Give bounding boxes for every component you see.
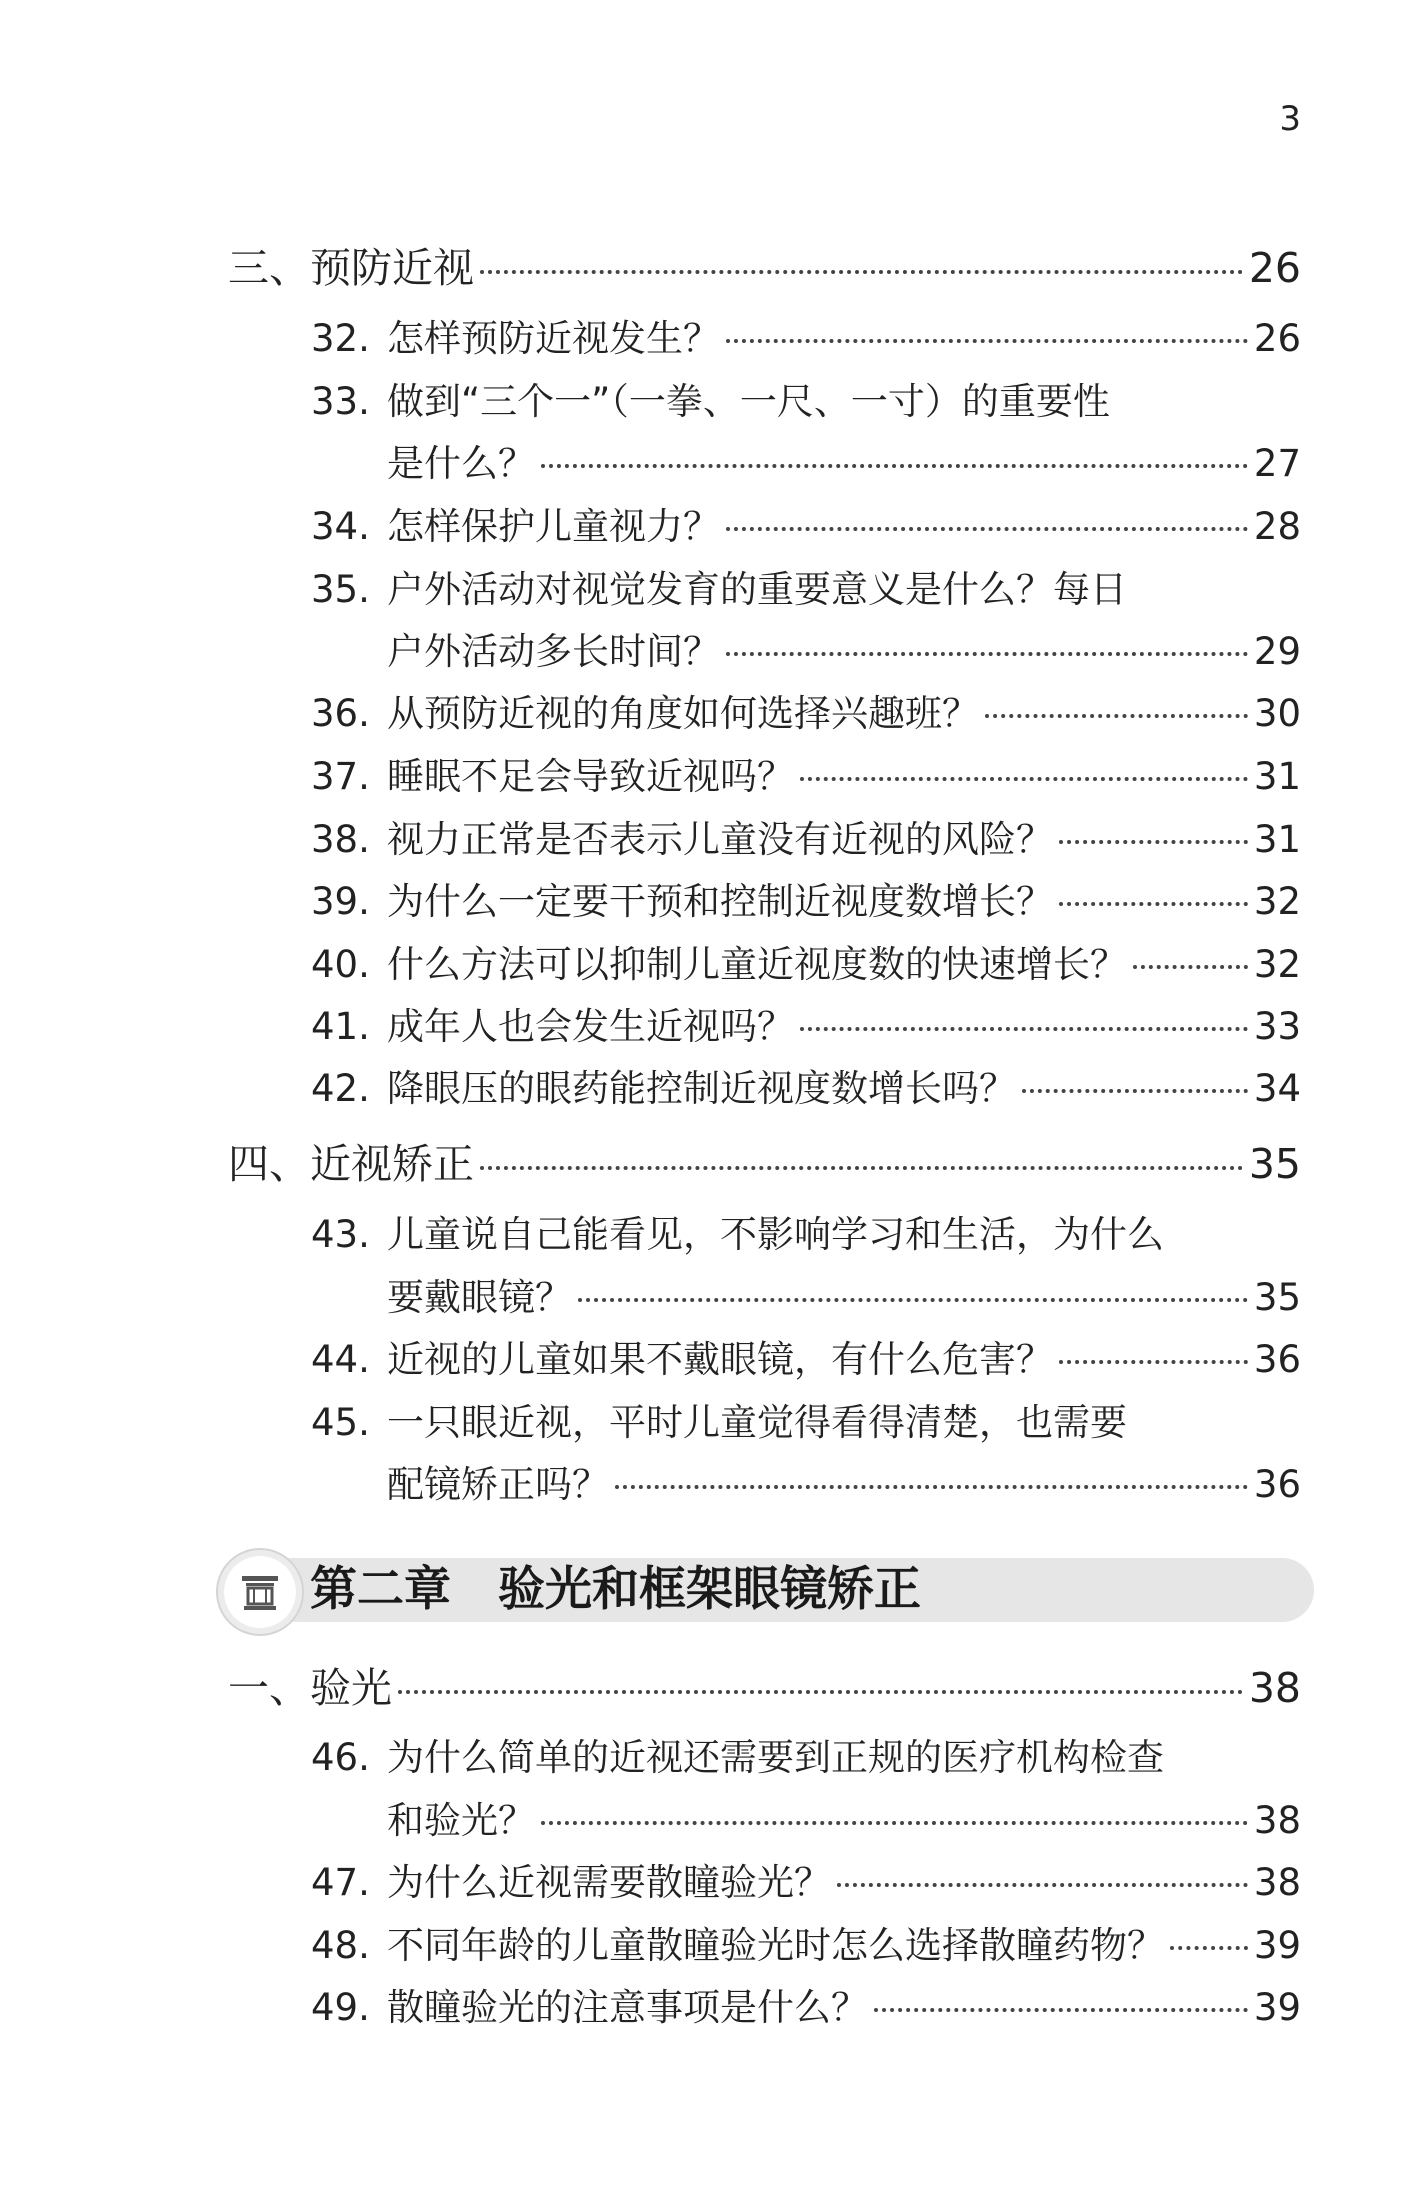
- toc-entry-continuation-text: [387, 442, 535, 486]
- toc-item-number: 47.: [311, 1861, 370, 1904]
- toc-page-number: 33: [1253, 1005, 1301, 1048]
- toc-entry-text: [311, 568, 1127, 612]
- toc-entry-text: [311, 1338, 1053, 1382]
- toc-item-number: 49.: [311, 1986, 370, 2029]
- toc-entry-text: [311, 1924, 1164, 1968]
- dot-leader: [800, 777, 1248, 781]
- toc-page-number: 31: [1253, 755, 1301, 798]
- toc-page-number: 26: [1248, 244, 1301, 292]
- toc-label: 怎样保护儿童视力？: [387, 505, 720, 548]
- toc-entry-text: [311, 880, 1053, 924]
- toc-page-number: 35: [1248, 1140, 1301, 1188]
- toc-label: 降眼压的眼药能控制近视度数增长吗？: [387, 1067, 1016, 1110]
- toc-item-number: 33.: [311, 380, 370, 423]
- toc-entry-text: [311, 1005, 794, 1049]
- toc-entry-text: [311, 1736, 1164, 1780]
- toc-entry: [311, 818, 1301, 862]
- toc-entry-continuation: [387, 1799, 1301, 1843]
- toc-entry: [311, 568, 1301, 612]
- toc-entry: [311, 1986, 1301, 2030]
- dot-leader: [1059, 1360, 1248, 1364]
- toc-section-heading-text: [228, 1140, 474, 1189]
- toc-label: 散瞳验光的注意事项是什么？: [387, 1986, 868, 2029]
- dot-leader: [726, 652, 1248, 656]
- toc-page-number: 29: [1253, 630, 1301, 673]
- toc-section-heading-text: [228, 244, 474, 293]
- toc-entry-text: [311, 380, 1110, 424]
- toc-entry-continuation-text: [387, 1463, 609, 1507]
- toc-entry: [311, 1401, 1301, 1445]
- dot-leader: [1170, 1946, 1248, 1950]
- toc-item-number: 32.: [311, 317, 370, 360]
- toc-section-heading-text: [228, 1664, 392, 1713]
- toc-label: 户外活动对视觉发育的重要意义是什么？每日: [387, 568, 1127, 611]
- toc-section-heading: [228, 244, 1301, 293]
- toc-entry-continuation-text: [387, 630, 720, 674]
- toc-label: 一只眼近视，平时儿童觉得看得清楚，也需要: [387, 1401, 1127, 1444]
- toc-page-number: 30: [1253, 692, 1301, 735]
- toc-entry-continuation-text: [387, 1276, 572, 1320]
- dot-leader: [985, 714, 1248, 718]
- toc-entry-text: [311, 505, 720, 549]
- toc-label: 怎样预防近视发生？: [387, 317, 720, 360]
- dot-leader: [480, 1166, 1243, 1170]
- dot-leader: [398, 1690, 1243, 1694]
- toc-entry-continuation: [387, 1276, 1301, 1320]
- toc-label: 成年人也会发生近视吗？: [387, 1005, 794, 1048]
- toc-item-number: 39.: [311, 880, 370, 923]
- toc-page-number: 34: [1253, 1067, 1301, 1110]
- toc-page-number: 39: [1253, 1986, 1301, 2029]
- chapter-title: 第二章 验光和框架眼镜矫正: [310, 1562, 921, 1617]
- toc-entry: [311, 1924, 1301, 1968]
- toc-entry: [311, 1338, 1301, 1382]
- dot-leader: [480, 270, 1243, 274]
- toc-item-number: 37.: [311, 755, 370, 798]
- dot-leader: [800, 1027, 1248, 1031]
- toc-item-number: 46.: [311, 1736, 370, 1779]
- dot-leader: [726, 339, 1248, 343]
- toc-label: 四、近视矫正: [228, 1140, 474, 1188]
- toc-item-number: 40.: [311, 943, 370, 986]
- toc-entry-text: [311, 1861, 831, 1905]
- toc-item-number: 36.: [311, 692, 370, 735]
- toc-entry-text: [311, 317, 720, 361]
- toc-page-number: 38: [1248, 1664, 1301, 1712]
- toc-entry: [311, 317, 1301, 361]
- toc-item-number: 42.: [311, 1067, 370, 1110]
- toc-item-number: 43.: [311, 1213, 370, 1256]
- toc-entry-continuation: [387, 442, 1301, 486]
- toc-entry: [311, 692, 1301, 736]
- toc-item-number: 48.: [311, 1924, 370, 1967]
- toc-page-number: 32: [1253, 880, 1301, 923]
- toc-label: 不同年龄的儿童散瞳验光时怎么选择散瞳药物？: [387, 1924, 1164, 1967]
- toc-entry-text: [311, 1213, 1164, 1257]
- dot-leader: [1133, 965, 1248, 969]
- toc-label: 户外活动多长时间？: [387, 630, 720, 673]
- toc-label: 为什么简单的近视还需要到正规的医疗机构检查: [387, 1736, 1164, 1779]
- toc-page-number: 35: [1253, 1276, 1301, 1319]
- toc-entry-text: [311, 1986, 868, 2030]
- dot-leader: [874, 2008, 1248, 2012]
- toc-entry: [311, 755, 1301, 799]
- toc-entry: [311, 943, 1301, 987]
- chapter-emblem-icon: [216, 1548, 304, 1636]
- toc-label: 和验光？: [387, 1799, 535, 1842]
- toc-label: 为什么一定要干预和控制近视度数增长？: [387, 880, 1053, 923]
- toc-label: 为什么近视需要散瞳验光？: [387, 1861, 831, 1904]
- dot-leader: [541, 1821, 1248, 1825]
- toc-page-number: 31: [1253, 818, 1301, 861]
- toc-page-number: 26: [1253, 317, 1301, 360]
- toc-label: 睡眠不足会导致近视吗？: [387, 755, 794, 798]
- toc-section-heading: [228, 1140, 1301, 1189]
- toc-entry: [311, 880, 1301, 924]
- toc-page-number: 32: [1253, 943, 1301, 986]
- toc-label: 配镜矫正吗？: [387, 1463, 609, 1506]
- toc-entry-continuation: [387, 1463, 1301, 1507]
- dot-leader: [1059, 902, 1248, 906]
- toc-entry-text: [311, 1401, 1127, 1445]
- toc-label: 儿童说自己能看见，不影响学习和生活，为什么: [387, 1213, 1164, 1256]
- dot-leader: [1059, 840, 1248, 844]
- toc-entry-continuation: [387, 630, 1301, 674]
- dot-leader: [578, 1298, 1248, 1302]
- toc-page-number: 36: [1253, 1338, 1301, 1381]
- toc-label: 要戴眼镜？: [387, 1276, 572, 1319]
- toc-entry: [311, 1067, 1301, 1111]
- toc-item-number: 41.: [311, 1005, 370, 1048]
- toc-label: 近视的儿童如果不戴眼镜，有什么危害？: [387, 1338, 1053, 1381]
- toc-item-number: 44.: [311, 1338, 370, 1381]
- toc-entry: [311, 380, 1301, 424]
- toc-section-heading: [228, 1664, 1301, 1713]
- toc-label: 一、验光: [228, 1664, 392, 1712]
- toc-page-number: 28: [1253, 505, 1301, 548]
- toc-item-number: 34.: [311, 505, 370, 548]
- toc-entry: [311, 505, 1301, 549]
- toc-page-number: 38: [1253, 1861, 1301, 1904]
- dot-leader: [726, 527, 1248, 531]
- toc-label: 从预防近视的角度如何选择兴趣班？: [387, 692, 979, 735]
- dot-leader: [1022, 1089, 1248, 1093]
- toc-page-number: 39: [1253, 1924, 1301, 1967]
- toc-page-number: 27: [1253, 442, 1301, 485]
- toc-entry-text: [311, 692, 979, 736]
- toc-entry: [311, 1005, 1301, 1049]
- toc-label: 做到“三个一”（一拳、一尺、一寸）的重要性: [387, 380, 1110, 423]
- toc-entry: [311, 1861, 1301, 1905]
- toc-label: 什么方法可以抑制儿童近视度数的快速增长？: [387, 943, 1127, 986]
- toc-entry: [311, 1736, 1301, 1780]
- toc-entry: [311, 1213, 1301, 1257]
- toc-item-number: 35.: [311, 568, 370, 611]
- dot-leader: [615, 1485, 1248, 1489]
- toc-label: 视力正常是否表示儿童没有近视的风险？: [387, 818, 1053, 861]
- toc-entry-text: [311, 755, 794, 799]
- toc-entry-text: [311, 943, 1127, 987]
- toc-entry-text: [311, 818, 1053, 862]
- dot-leader: [541, 464, 1248, 468]
- toc-entry-text: [311, 1067, 1016, 1111]
- page-number: 3: [1279, 99, 1301, 139]
- dot-leader: [837, 1883, 1248, 1887]
- toc-label: 三、预防近视: [228, 244, 474, 292]
- toc-label: 是什么？: [387, 442, 535, 485]
- toc-item-number: 38.: [311, 818, 370, 861]
- toc-page-number: 38: [1253, 1799, 1301, 1842]
- toc-entry-continuation-text: [387, 1799, 535, 1843]
- toc-item-number: 45.: [311, 1401, 370, 1444]
- toc-page-number: 36: [1253, 1463, 1301, 1506]
